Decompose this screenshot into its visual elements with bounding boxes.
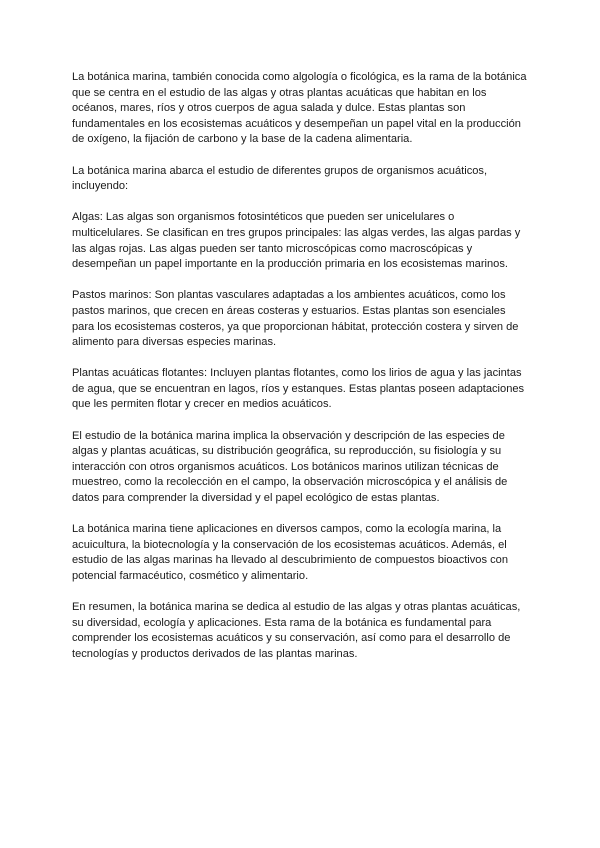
text-line: fundamentales en los ecosistemas acuáticos y desempeñan un papel vital en la producción [72, 117, 521, 130]
paragraph-estudio [72, 429, 542, 507]
text-line: algas y plantas acuáticas, su distribución geográfica, su reproducción, su fisiología y su [72, 445, 502, 458]
text-line: Algas: Las algas son organismos fotosintéticos que pueden ser unicelulares o [72, 211, 455, 224]
paragraph-pastos-marinos [72, 288, 542, 350]
paragraph-aplicaciones [72, 522, 542, 584]
text-line: comprender los ecosistemas acuáticos y su conservación, así como para el desarrollo de [72, 632, 511, 645]
text-line: Pastos marinos: Son plantas vasculares adaptadas a los ambientes acuáticos, como los [72, 289, 506, 302]
text-line: La botánica marina abarca el estudio de diferentes grupos de organismos acuáticos, [72, 164, 488, 177]
text-line: para los ecosistemas costeros, ya que proporcionan hábitat, protección costera y sirven de [72, 320, 519, 333]
text-line: pastos marinos, que crecen en áreas costeras y estuarios. Estas plantas son esenciales [72, 304, 506, 317]
paragraph-resumen [72, 600, 542, 662]
text-line: incluyendo: [72, 180, 129, 193]
text-line: potencial farmacéutico, cosmético y alimentario. [72, 570, 309, 582]
text-line: de oxígeno, la fijación de carbono y la base de la cadena alimentaria. [72, 133, 413, 146]
text-line: océanos, mares, ríos y otros cuerpos de agua salada y dulce. Estas plantas son [72, 102, 466, 115]
document-page [72, 70, 542, 678]
text-line: interacción con otros organismos acuáticos. Los botánicos marinos utilizan técnicas de [72, 460, 499, 473]
text-line: El estudio de la botánica marina implica la observación y descripción de las especies de [72, 429, 505, 442]
text-line: desempeñan un papel importante en la producción primaria en los ecosistemas marinos. [72, 258, 508, 271]
text-line: de agua, que se encuentran en lagos, ríos y estanques. Estas plantas poseen adaptaciones [72, 382, 525, 395]
paragraph-intro [72, 70, 542, 148]
paragraph-algas [72, 210, 542, 272]
text-line: acuicultura, la biotecnología y la conservación de los ecosistemas acuáticos. Además, el [72, 538, 507, 551]
text-line: que se centra en el estudio de las algas y otras plantas acuáticas que habitan en los [72, 86, 487, 99]
text-line: datos para comprender la diversidad y el papel ecológico de estas plantas. [72, 492, 440, 505]
paragraph-groups-intro [72, 164, 542, 195]
text-line: estudio de las algas marinas ha llevado al descubrimiento de compuestos bioactivos con [72, 554, 508, 567]
text-line: tecnologías y productos derivados de las plantas marinas. [72, 647, 358, 660]
text-line: Plantas acuáticas flotantes: Incluyen plantas flotantes, como los lirios de agua y las jacintas [72, 367, 522, 380]
text-line: En resumen, la botánica marina se dedica al estudio de las algas y otras plantas acuáticas, [72, 601, 521, 614]
paragraph-plantas-flotantes [72, 366, 542, 413]
text-line: La botánica marina, también conocida como algología o ficológica, es la rama de la botánica [72, 71, 527, 83]
text-line: alimento para diversas especies marinas. [72, 336, 277, 349]
text-line: multicelulares. Se clasifican en tres grupos principales: las algas verdes, las algas pardas y [72, 226, 521, 239]
text-line: su diversidad, ecología y aplicaciones. Esta rama de la botánica es fundamental para [72, 616, 492, 629]
text-line: que les permiten flotar y crecer en medios acuáticos. [72, 398, 332, 411]
text-line: las algas rojas. Las algas pueden ser tanto microscópicas como macroscópicas y [72, 242, 473, 255]
text-line: La botánica marina tiene aplicaciones en diversos campos, como la ecología marina, la [72, 523, 502, 536]
text-line: muestreo, como la recolección en el campo, la observación microscópica y el análisis de [72, 476, 508, 489]
